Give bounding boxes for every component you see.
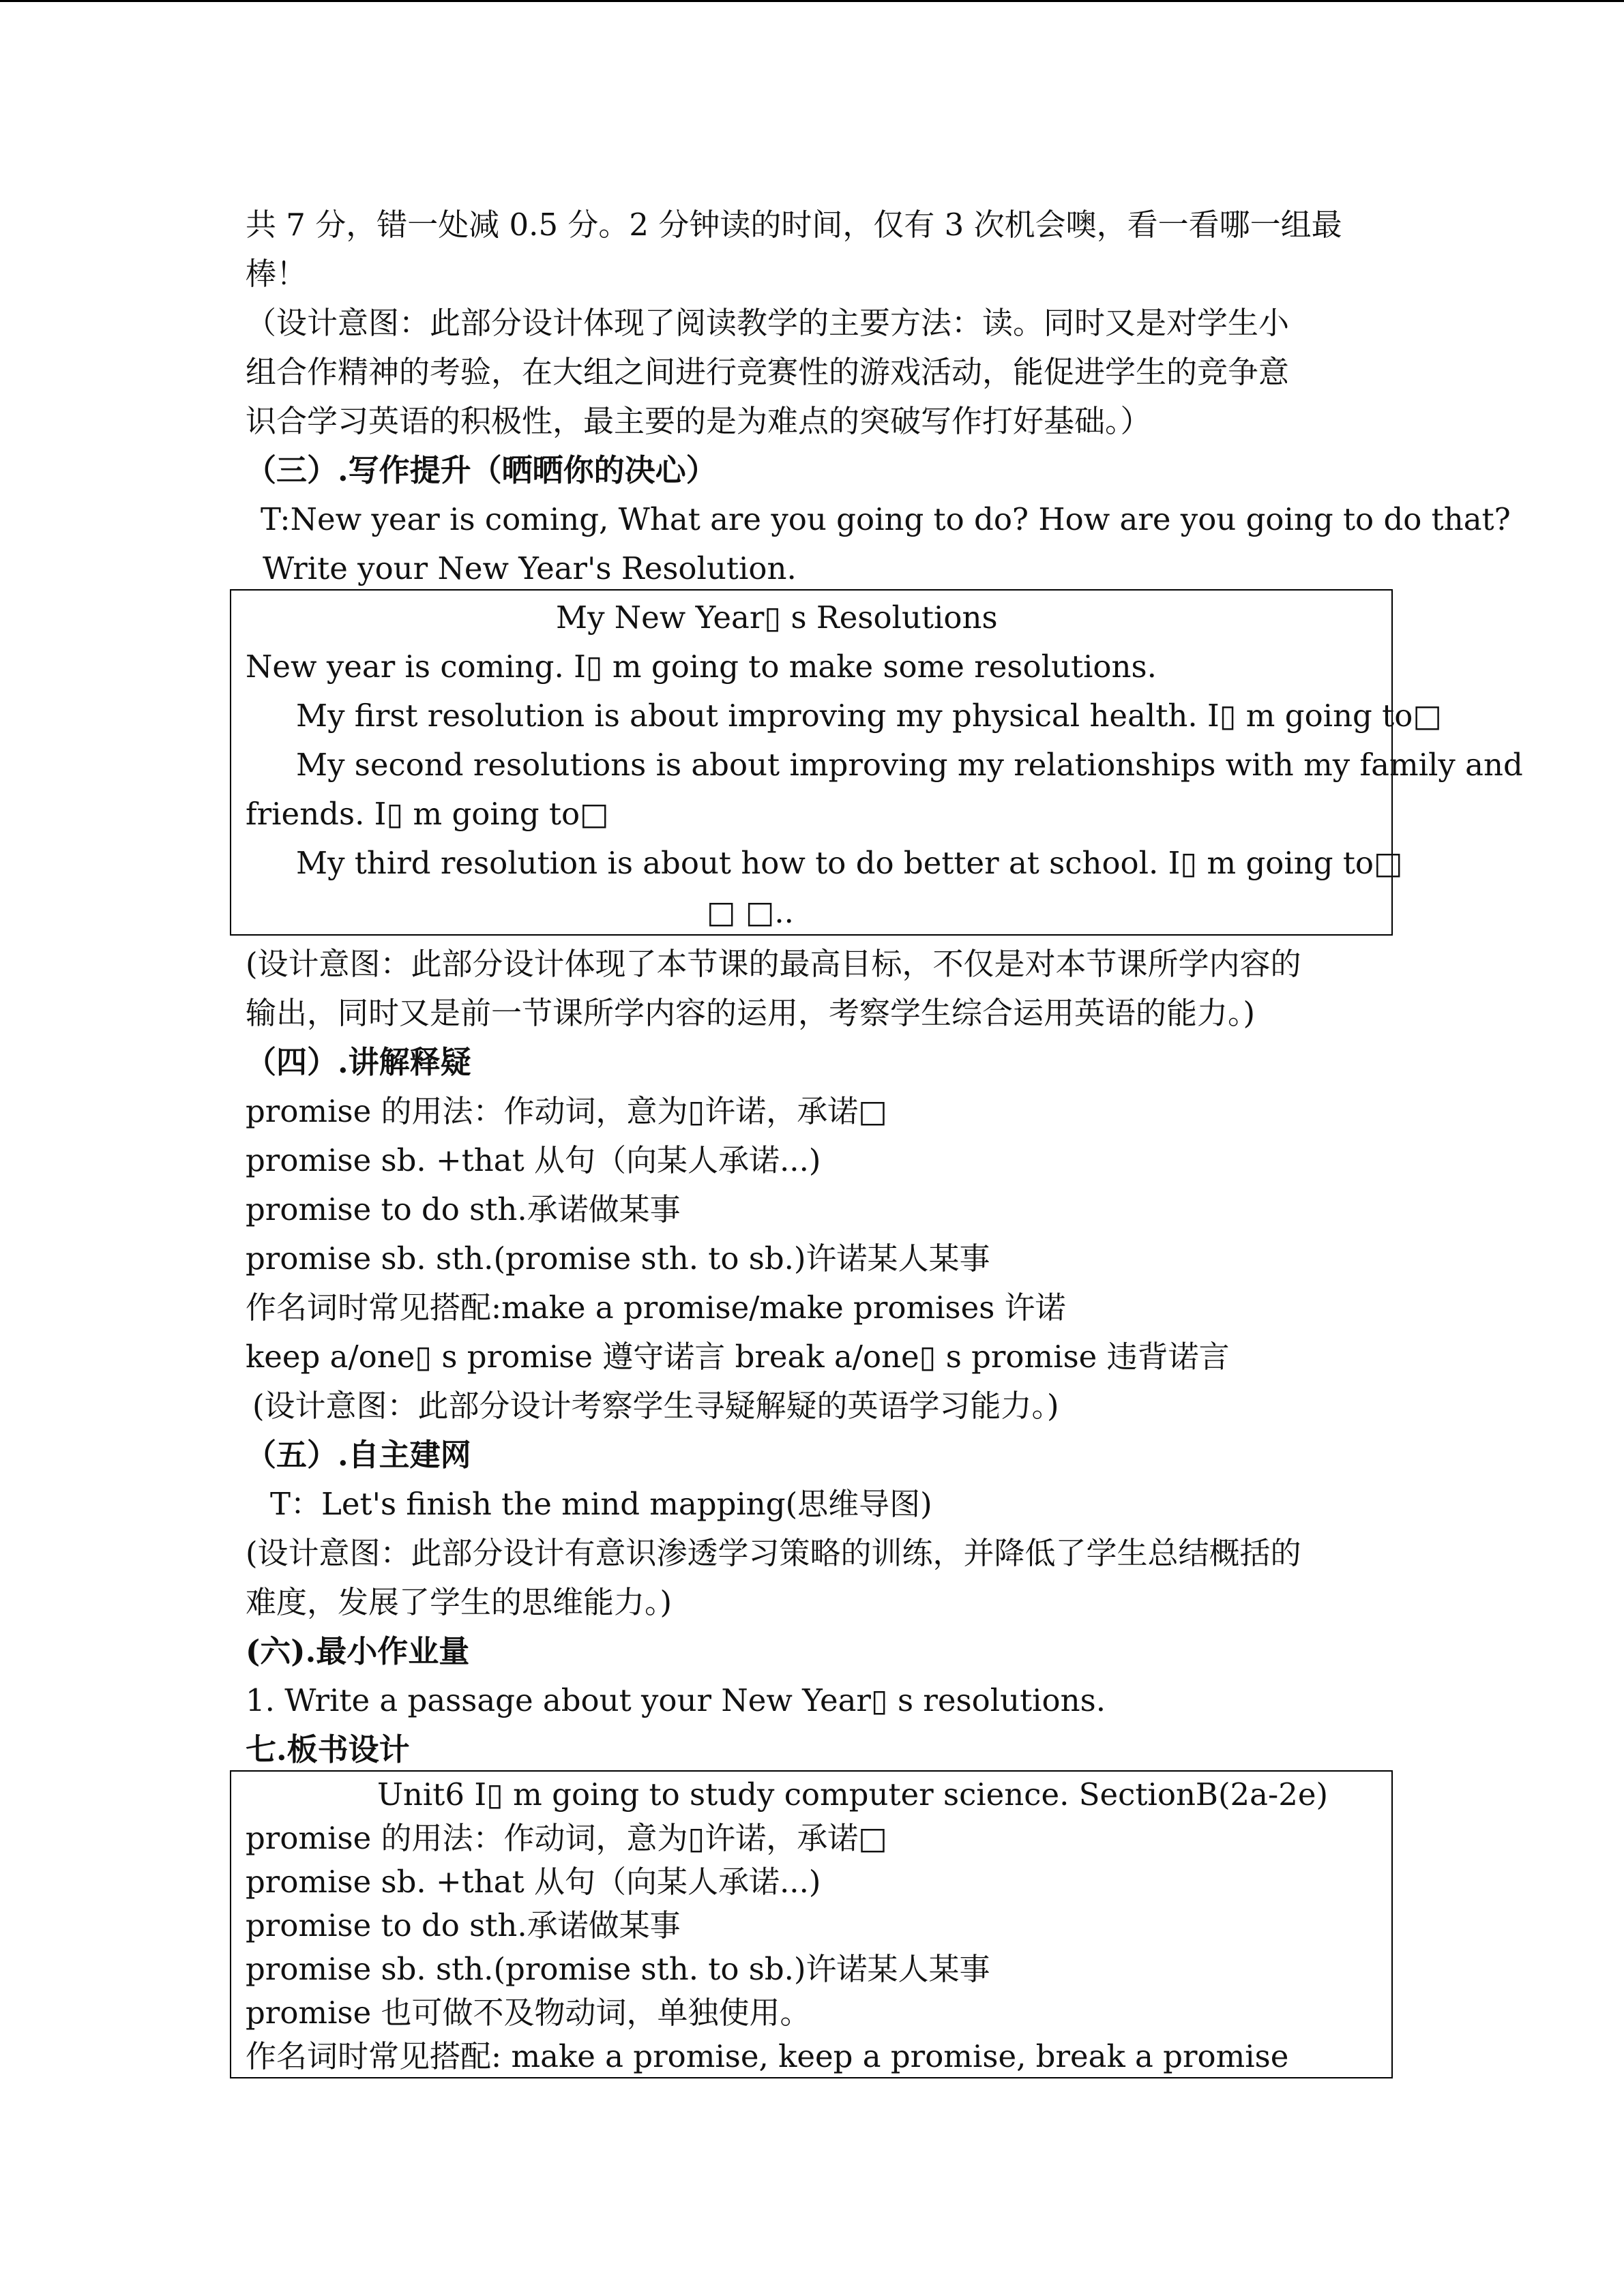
board-box-line-3: promise to do sth.承诺做某事 (246, 1907, 681, 1943)
section-4-line-2: promise sb. +that 从句（向某人承诺...) (246, 1142, 821, 1178)
board-box-line-5: promise 也可做不及物动词，单独使用。 (246, 1995, 811, 2031)
design-intent-2-line-2: 输出，同时又是前一节课所学内容的运用，考察学生综合运用英语的能力。) (246, 995, 1256, 1031)
board-box-line-2: promise sb. +that 从句（向某人承诺...) (246, 1864, 821, 1900)
board-box-line-4: promise sb. sth.(promise sth. to sb.)许诺某人某事 (246, 1951, 990, 1987)
resolution-box-line-6: □ □.. (707, 894, 794, 930)
section-7-heading: 七.板书设计 (246, 1731, 410, 1768)
resolution-box-line-5: My third resolution is about how to do better at school. I▯ m going to□ (296, 845, 1403, 881)
resolution-box-line-1: New year is coming. I▯ m going to make some resolutions. (246, 648, 1157, 685)
resolution-box-line-3: My second resolutions is about improving my relationships with my family and (296, 747, 1523, 783)
design-intent-2-line-1: (设计意图：此部分设计体现了本节课的最高目标，不仅是对本节课所学内容的 (246, 946, 1301, 982)
section-4-line-6: keep a/one▯ s promise 遵守诺言 break a/one▯ s promise 违背诺言 (246, 1339, 1230, 1375)
board-box-line-6: 作名词时常见搭配: make a promise, keep a promise, break a promise (246, 2038, 1289, 2074)
board-box-line-1: promise 的用法：作动词，意为▯许诺，承诺□ (246, 1820, 887, 1856)
section-6-heading: (六).最小作业量 (246, 1633, 470, 1669)
resolution-box-line-2: My first resolution is about improving my physical health. I▯ m going to□ (296, 698, 1442, 734)
section-3-line-1: T:New year is coming, What are you going to do? How are you going to do that? (261, 501, 1511, 537)
section-6-line-1: 1. Write a passage about your New Year▯ s resolutions. (246, 1682, 1106, 1718)
resolution-box-title: My New Year▯ s Resolutions (556, 599, 998, 636)
intro-line-1: 共 7 分，错一处减 0.5 分。2 分钟读的时间，仅有 3 次机会噢，看一看哪一组最 (246, 207, 1342, 243)
section-4-line-4: promise sb. sth.(promise sth. to sb.)许诺某人某事 (246, 1240, 990, 1277)
resolution-box-line-4: friends. I▯ m going to□ (246, 796, 609, 832)
section-4-line-3: promise to do sth.承诺做某事 (246, 1191, 681, 1227)
section-4-design-intent: (设计意图：此部分设计考察学生寻疑解疑的英语学习能力。) (252, 1388, 1059, 1424)
section-4-heading: （四）.讲解释疑 (246, 1044, 471, 1080)
section-5-line-1: T：Let's finish the mind mapping(思维导图) (270, 1486, 932, 1522)
section-5-design-line-1: (设计意图：此部分设计有意识渗透学习策略的训练，并降低了学生总结概括的 (246, 1535, 1301, 1571)
page-top-border (0, 0, 1624, 2)
section-4-line-1: promise 的用法：作动词，意为▯许诺，承诺□ (246, 1093, 887, 1129)
design-intent-1-line-2: 组合作精神的考验，在大组之间进行竞赛性的游戏活动，能促进学生的竞争意 (246, 354, 1290, 390)
intro-line-2: 棒！ (246, 256, 308, 292)
design-intent-1-line-3: 识合学习英语的积极性，最主要的是为难点的突破写作打好基础。） (246, 403, 1151, 439)
section-5-heading: （五）.自主建网 (246, 1437, 471, 1473)
section-3-heading: （三）.写作提升（晒晒你的决心） (246, 452, 717, 488)
section-3-line-2: Write your New Year's Resolution. (263, 550, 797, 586)
section-5-design-line-2: 难度，发展了学生的思维能力。) (246, 1584, 673, 1620)
section-4-line-5: 作名词时常见搭配:make a promise/make promises 许诺 (246, 1289, 1066, 1326)
design-intent-1-line-1: （设计意图：此部分设计体现了阅读教学的主要方法：读。同时又是对学生小 (246, 305, 1290, 341)
board-box-title: Unit6 I▯ m going to study computer science. SectionB(2a-2e) (377, 1776, 1329, 1813)
